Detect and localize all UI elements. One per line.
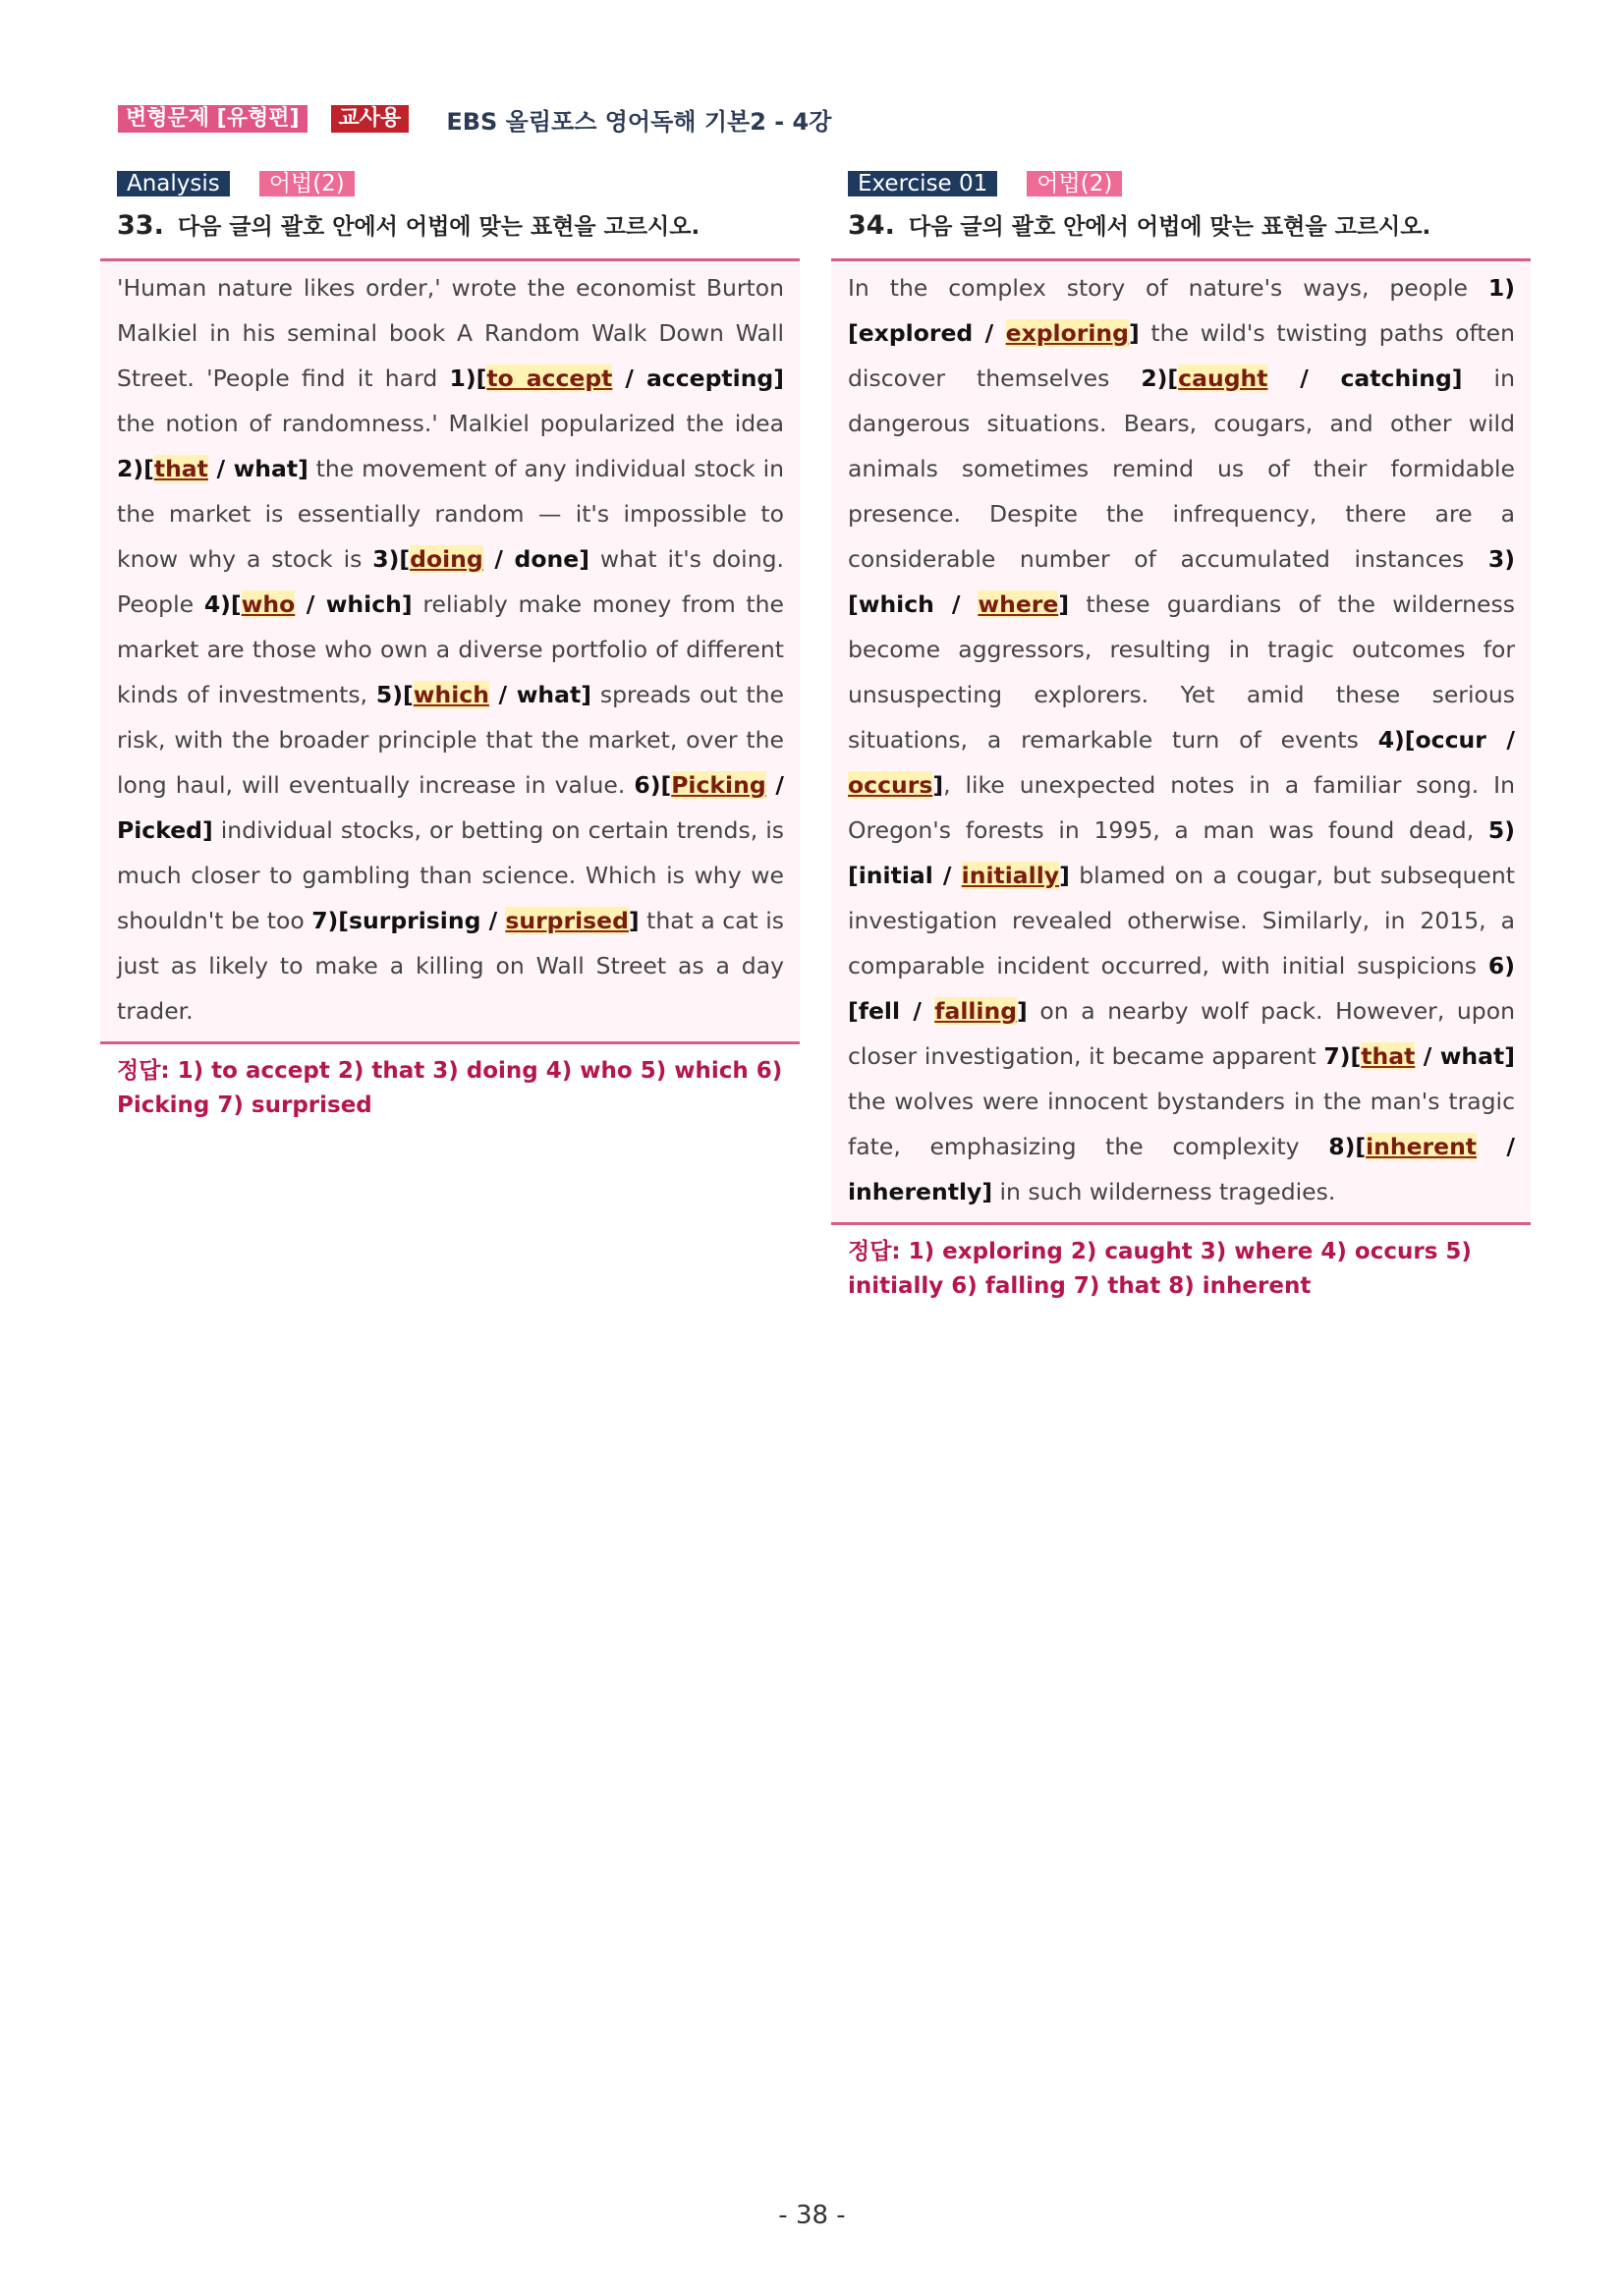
choice-bracket: ]	[1128, 319, 1140, 347]
correct-choice: who	[241, 590, 296, 618]
choice-bracket: 1)[explored /	[848, 274, 1515, 347]
passage-box	[831, 258, 1531, 1225]
correct-choice: exploring	[1005, 319, 1129, 347]
passage-text: blamed on a cougar, but subsequent investigation revealed otherwise. Similarly, in 2015, a comparable incident occurred, with initial suspicions	[848, 862, 1515, 980]
choice-bracket: 3)[which /	[848, 545, 1515, 618]
passage-text: reliably make money from the market are those who own a diverse portfolio of different kinds of investments,	[117, 590, 785, 708]
choice-bracket: / what]	[1415, 1042, 1515, 1070]
question-number: 34.	[848, 210, 895, 241]
exercise-labels	[848, 170, 1531, 196]
passage-text: on a nearby wolf pack. However, upon closer investigation, it became apparent	[848, 997, 1515, 1070]
analysis-labels	[117, 170, 800, 196]
page-header	[118, 104, 831, 134]
correct-choice: Picking	[671, 771, 766, 799]
variant-tag: 변형문제 [유형편]	[118, 105, 308, 133]
grammar-label: 어법(2)	[1027, 171, 1122, 196]
choice-bracket: / Picked]	[117, 771, 784, 844]
passage-text: the movement of any individual stock in the market is essentially random — it's impossible to know why a stock is	[117, 455, 784, 573]
choice-bracket: 6)[fell /	[848, 952, 1515, 1025]
passage-text: 'Human nature likes order,' wrote the economist Burton Malkiel in his seminal book A Random Walk Down Wall Street. 'People find it hard	[117, 274, 784, 392]
correct-choice: which	[413, 681, 489, 708]
analysis-column	[100, 170, 800, 1123]
passage-text: these guardians of the wilderness become aggressors, resulting in tragic outcomes for unsuspecting explorers. Yet amid these serious situations, a remarkable turn of events	[848, 590, 1515, 754]
passage-text: spreads out the risk, with the broader principle that the market, over the long haul, will eventually increase in value.	[117, 681, 784, 799]
choice-bracket: ]	[1059, 862, 1070, 889]
choice-bracket: ]	[1017, 997, 1028, 1025]
choice-bracket: ]	[932, 771, 944, 799]
passage-box	[100, 258, 800, 1044]
passage-text: individual stocks, or betting on certain trends, is much closer to gambling than science. Which is why we shouldn't be too	[117, 816, 784, 934]
question-title	[848, 209, 1531, 243]
header-title: EBS 올림포스 영어독해 기본2 - 4강	[446, 107, 832, 136]
correct-choice: that	[153, 455, 208, 482]
passage-text: that a cat is just as likely to make a killing on Wall Street as a day trader.	[117, 907, 784, 1025]
correct-choice: initially	[961, 862, 1060, 889]
choice-bracket: 7)[	[1323, 1042, 1362, 1070]
exercise-column	[831, 170, 1531, 1304]
correct-choice: occurs	[848, 771, 933, 799]
choice-bracket: 3)[	[372, 545, 411, 573]
choice-bracket: / done]	[482, 545, 589, 573]
choice-bracket: / inherently]	[848, 1133, 1515, 1205]
choice-bracket: / accepting]	[612, 364, 784, 392]
passage-text: in dangerous situations. Bears, cougars, and other wild animals sometimes remind us of their formidable presence. Despite the infrequency, there are a considerable number of accumulated instances	[848, 364, 1515, 573]
correct-choice: to accept	[486, 364, 613, 392]
passage-text: what it's doing. People	[117, 545, 784, 618]
analysis-label: Analysis	[117, 171, 230, 196]
correct-choice: where	[978, 590, 1059, 618]
answer-key: 정답: 1) exploring 2) caught 3) where 4) occurs 5) initially 6) falling 7) that 8) inherent	[848, 1239, 1472, 1299]
choice-bracket: 2)[	[1141, 364, 1179, 392]
choice-bracket: / what]	[207, 455, 308, 482]
passage-text: the notion of randomness.' Malkiel popularized the idea	[117, 410, 784, 437]
question-instruction: 다음 글의 괄호 안에서 어법에 맞는 표현을 고르시오.	[908, 214, 1431, 240]
passage-text: in such wilderness tragedies.	[992, 1178, 1336, 1205]
passage-text: In the complex story of nature's ways, people	[848, 274, 1488, 302]
passage-text: the wild's twisting paths often discover themselves	[848, 319, 1515, 392]
answer-key: 정답: 1) to accept 2) that 3) doing 4) who 5) which 6) Picking 7) surprised	[117, 1058, 783, 1118]
correct-choice: falling	[934, 997, 1018, 1025]
choice-bracket: 5)[	[375, 681, 414, 708]
correct-choice: surprised	[505, 907, 629, 934]
choice-bracket: 5)[initial /	[848, 816, 1515, 889]
choice-bracket: ]	[628, 907, 640, 934]
choice-bracket: / which]	[295, 590, 413, 618]
choice-bracket: ]	[1058, 590, 1070, 618]
question-instruction: 다음 글의 괄호 안에서 어법에 맞는 표현을 고르시오.	[177, 214, 700, 240]
choice-bracket: / what]	[488, 681, 591, 708]
grammar-label: 어법(2)	[259, 171, 355, 196]
choice-bracket: 4)[occur /	[1377, 726, 1515, 754]
choice-bracket: 7)[surprising /	[311, 907, 506, 934]
correct-choice: inherent	[1366, 1133, 1478, 1160]
choice-bracket: 6)[	[634, 771, 672, 799]
question-title	[117, 209, 800, 243]
correct-choice: that	[1361, 1042, 1416, 1070]
choice-bracket: 2)[	[117, 455, 154, 482]
choice-bracket: / catching]	[1267, 364, 1463, 392]
choice-bracket: 4)[	[203, 590, 242, 618]
page-number: - 38 -	[778, 2201, 846, 2230]
choice-bracket: 8)[	[1328, 1133, 1367, 1160]
passage-text: the wolves were innocent bystanders in the man's tragic fate, emphasizing the complexity	[848, 1088, 1515, 1160]
question-number: 33.	[117, 210, 164, 241]
correct-choice: caught	[1178, 364, 1268, 392]
passage-text: , like unexpected notes in a familiar song. In Oregon's forests in 1995, a man was found dead,	[848, 771, 1515, 844]
correct-choice: doing	[410, 545, 483, 573]
choice-bracket: 1)[	[449, 364, 487, 392]
exercise-label: Exercise 01	[848, 171, 997, 196]
teacher-tag: 교사용	[331, 105, 410, 133]
